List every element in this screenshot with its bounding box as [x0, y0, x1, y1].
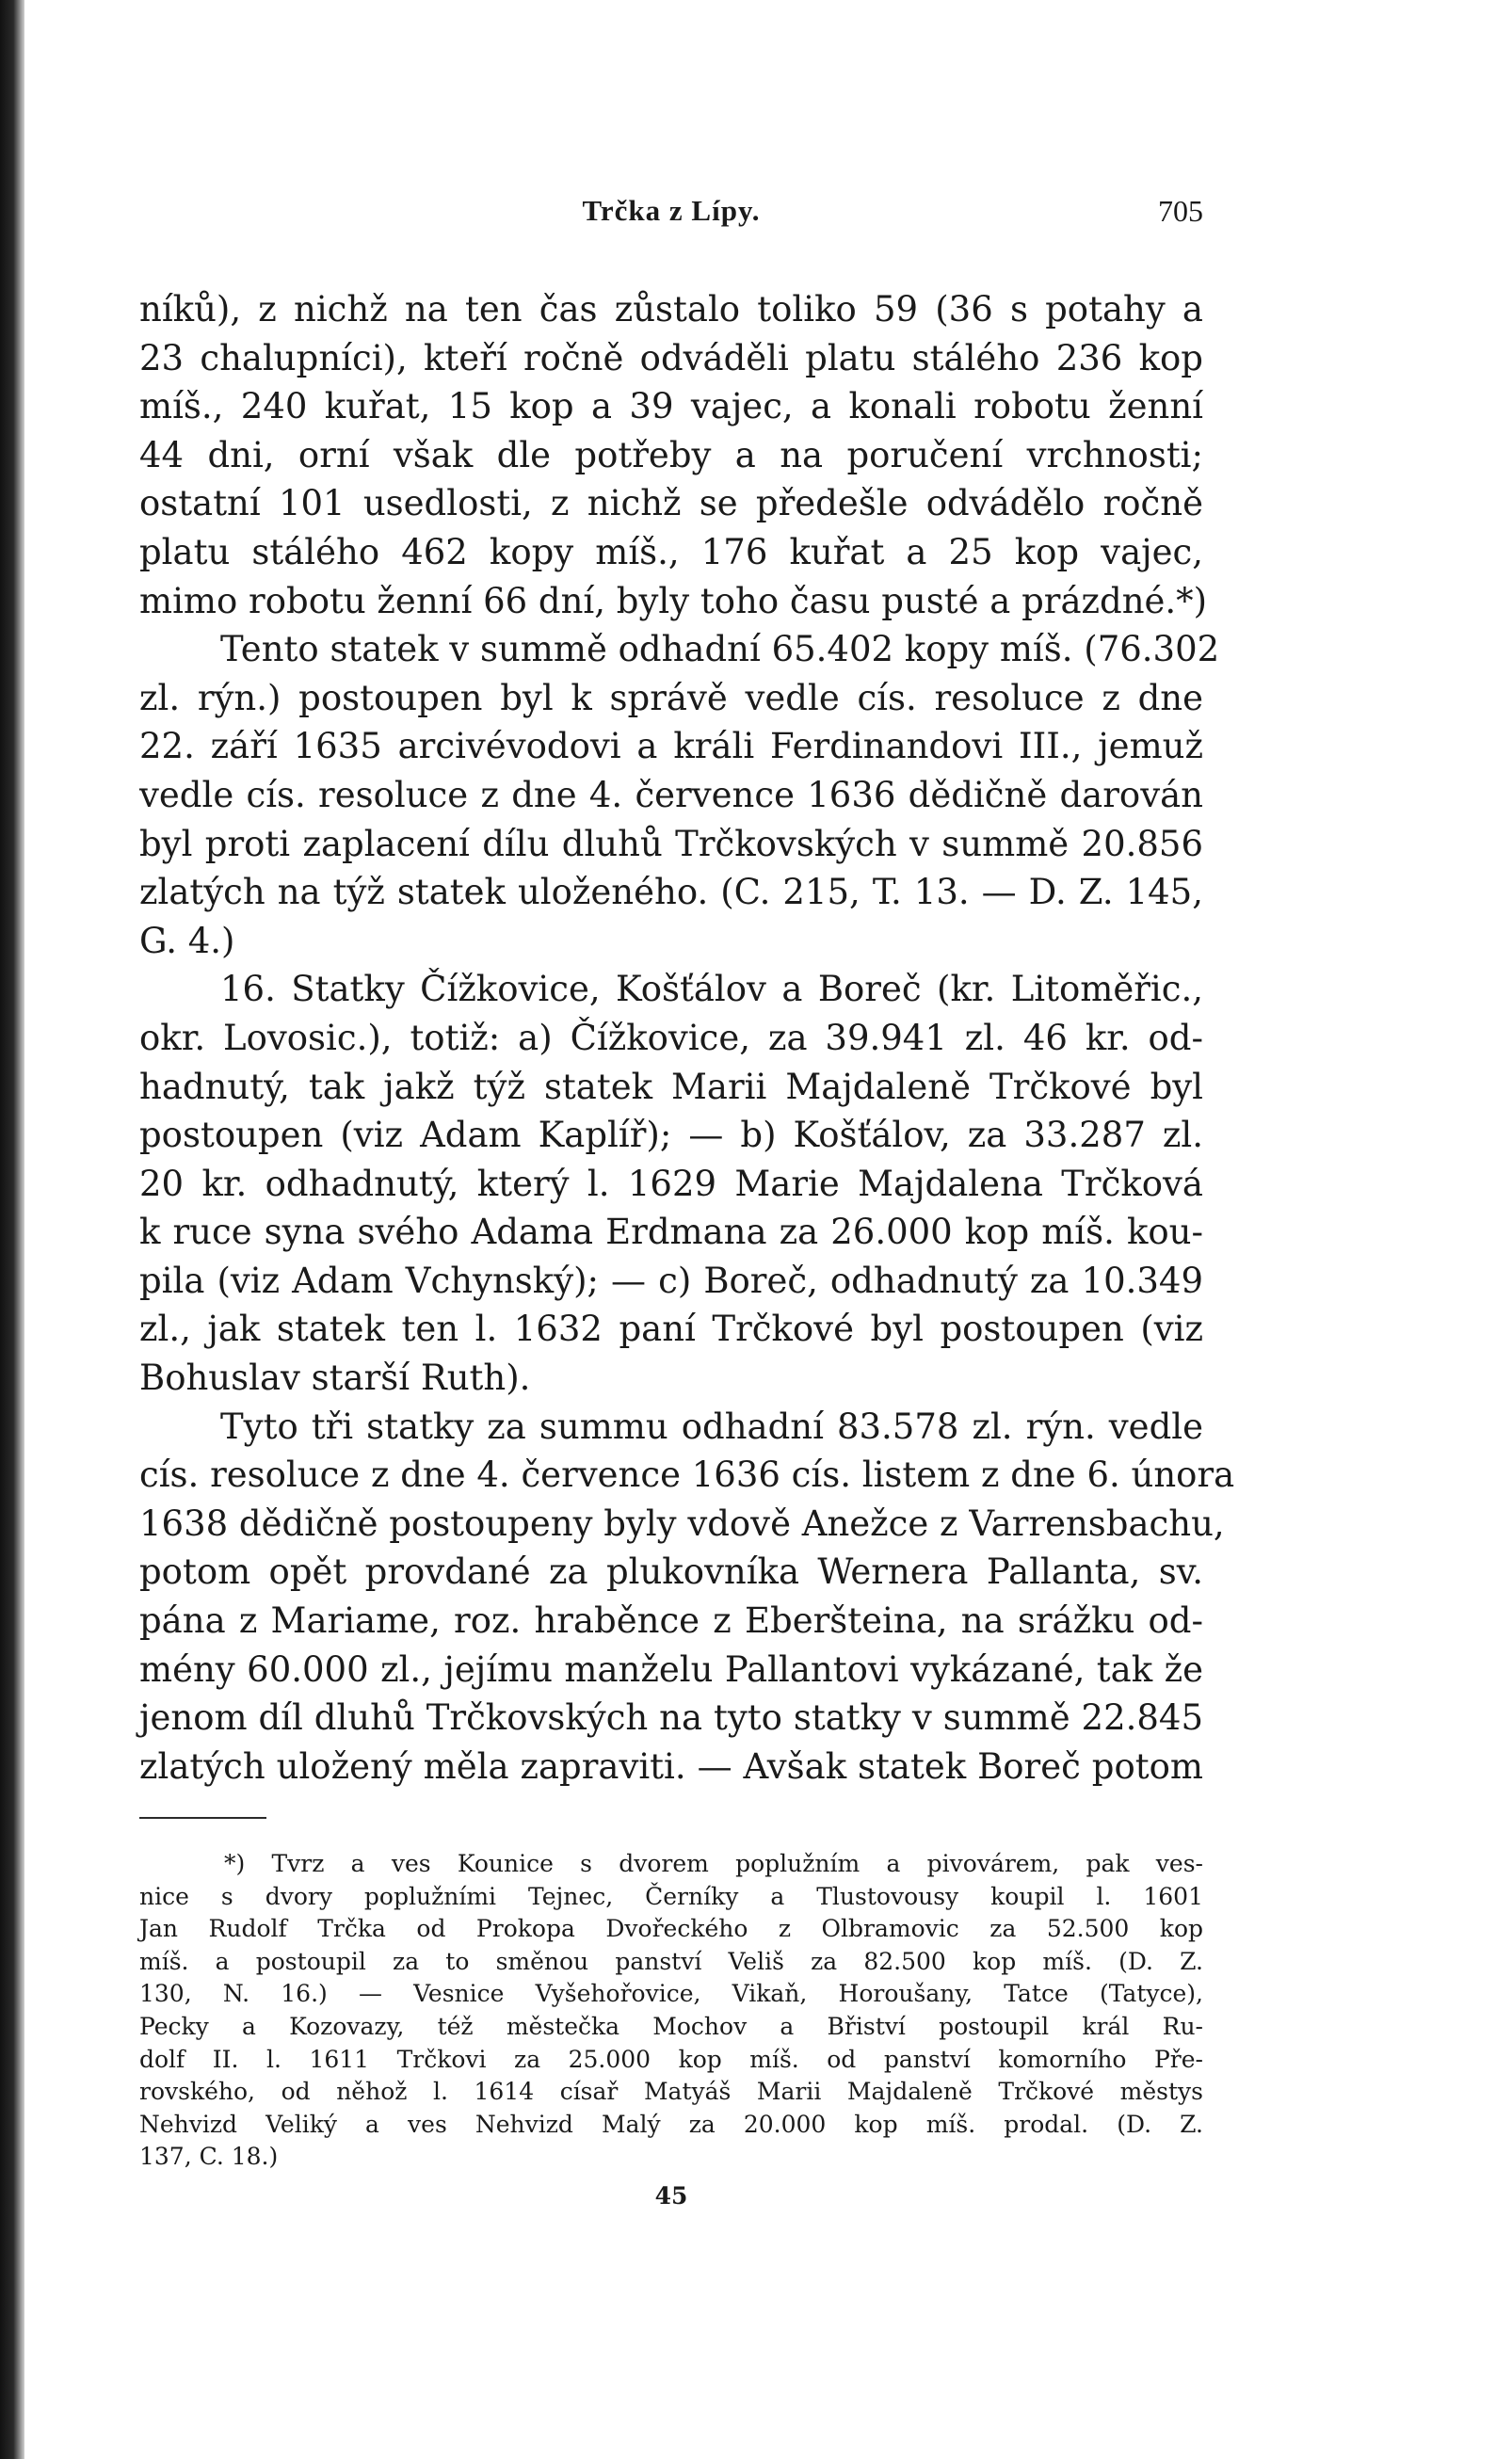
page-number: 705 — [1158, 194, 1203, 228]
text-line: k ruce syna svého Adama Erdmana za 26.000 kop míš. kou- — [139, 1212, 1203, 1253]
footnote-line: dolf II. l. 1611 Trčkovi za 25.000 kop míš. od panství komorního Pře- — [139, 2045, 1203, 2073]
text-line: postoupen (viz Adam Kaplíř); — b) Košťálov, za 33.287 zl. — [139, 1115, 1203, 1156]
text-line: vedle cís. resoluce z dne 4. července 1636 dědičně darován — [139, 774, 1203, 815]
text-line: Tento statek v summě odhadní 65.402 kopy míš. (76.302 — [220, 629, 1220, 670]
text-line: ostatní 101 usedlosti, z nichž se předešle odvádělo ročně — [139, 483, 1203, 524]
text-line: zlatých na týž statek uloženého. (C. 215, T. 13. — D. Z. 145, — [139, 872, 1203, 913]
text-line: mény 60.000 zl., jejímu manželu Pallantovi vykázané, tak že — [139, 1648, 1203, 1690]
text-line: G. 4.) — [139, 920, 235, 961]
text-line: Tyto tři statky za summu odhadní 83.578 zl. rýn. vedle — [220, 1406, 1203, 1447]
footnote-line: 130, N. 16.) — Vesnice Vyšehořovice, Vikaň, Horoušany, Tatce (Tatyce), — [139, 1980, 1203, 2008]
footnote-line: míš. a postoupil za to směnou panství Veliš za 82.500 kop míš. (D. Z. — [139, 1947, 1203, 1975]
text-line: míš., 240 kuřat, 15 kop a 39 vajec, a konali robotu ženní — [139, 386, 1203, 427]
text-line: pána z Mariame, roz. hraběnce z Eberšteina, na srážku od- — [139, 1600, 1203, 1642]
text-line: zl., jak statek ten l. 1632 paní Trčkové byl postoupen (viz — [139, 1309, 1203, 1350]
scan-binding-edge — [0, 0, 24, 2459]
text-line: Bohuslav starší Ruth). — [139, 1358, 531, 1399]
text-line: zlatých uložený měla zapraviti. — Avšak statek Boreč potom — [139, 1745, 1203, 1787]
footnote-line: Jan Rudolf Trčka od Prokopa Dvořeckého z Olbramovic za 52.500 kop — [139, 1915, 1203, 1943]
text-line: potom opět provdané za plukovníka Wernera Pallanta, sv. — [139, 1551, 1203, 1593]
text-line: 1638 dědičně postoupeny byly vdově Anežce z Varrensbachu, — [139, 1503, 1225, 1544]
text-line: okr. Lovosic.), totiž: a) Čížkovice, za 39.941 zl. 46 kr. od- — [139, 1017, 1203, 1058]
footnote-line: nice s dvory poplužními Tejnec, Černíky a Tlustovousy koupil l. 1601 — [139, 1882, 1203, 1910]
footnote-line: *) Tvrz a ves Kounice s dvorem poplužním a pivovárem, pak ves- — [224, 1850, 1203, 1877]
text-line: 23 chalupníci), kteří ročně odváděli platu stálého 236 kop — [139, 337, 1203, 378]
text-line: 20 kr. odhadnutý, který l. 1629 Marie Majdalena Trčková — [139, 1163, 1203, 1204]
text-line: jenom díl dluhů Trčkovských na tyto statky v summě 22.845 — [139, 1697, 1203, 1739]
running-head: Trčka z Lípy. — [582, 194, 761, 227]
text-line: cís. resoluce z dne 4. července 1636 cís. listem z dne 6. února — [139, 1455, 1235, 1496]
text-line: 44 dni, orní však dle potřeby a na poručení vrchnosti; — [139, 434, 1203, 475]
footnote-line: 137, C. 18.) — [139, 2143, 279, 2171]
text-line: 22. září 1635 arcivévodovi a králi Ferdinandovi III., jemuž — [139, 726, 1203, 767]
page-header — [139, 194, 1203, 235]
printer-signature-mark: 45 — [654, 2182, 688, 2210]
text-line: pila (viz Adam Vchynský); — c) Boreč, odhadnutý za 10.349 — [139, 1260, 1203, 1301]
text-line: platu stálého 462 kopy míš., 176 kuřat a 25 kop vajec, — [139, 531, 1203, 572]
footnote — [139, 1848, 1203, 2174]
text-line: hadnutý, tak jakž týž statek Marii Majdaleně Trčkové byl — [139, 1066, 1203, 1107]
text-line: níků), z nichž na ten čas zůstalo toliko 59 (36 s potahy a — [139, 289, 1203, 329]
footnote-line: Nehvizd Veliký a ves Nehvizd Malý za 20.000 kop míš. prodal. (D. Z. — [139, 2110, 1203, 2138]
body-text — [139, 285, 1235, 1791]
text-line: mimo robotu ženní 66 dní, byly toho času pusté a prázdné.*) — [139, 580, 1208, 621]
text-line: 16. Statky Čížkovice, Košťálov a Boreč (kr. Litoměřic., — [220, 969, 1203, 1010]
footnote-line: Pecky a Kozovazy, též městečka Mochov a Břiství postoupil král Ru- — [139, 2012, 1203, 2040]
text-line: byl proti zaplacení dílu dluhů Trčkovských v summě 20.856 — [139, 823, 1203, 864]
footnote-divider — [139, 1817, 266, 1819]
footnote-line: rovského, od něhož l. 1614 císař Matyáš Marii Majdaleně Trčkové městys — [139, 2078, 1203, 2106]
text-line: zl. rýn.) postoupen byl k správě vedle cís. resoluce z dne — [139, 677, 1203, 718]
